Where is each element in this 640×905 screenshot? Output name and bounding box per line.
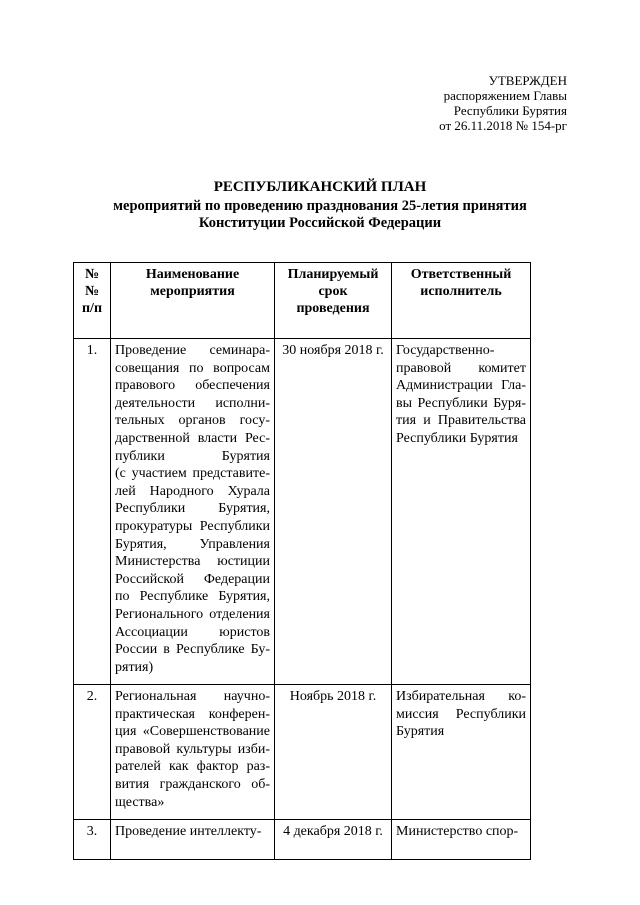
header-num bbox=[74, 263, 111, 339]
event-name-line: деятельности исполни- bbox=[115, 395, 270, 411]
event-name bbox=[111, 820, 275, 860]
header-text: срок bbox=[318, 284, 348, 299]
event-name-line: Регионального отделения bbox=[115, 606, 270, 622]
responsible-executor bbox=[392, 685, 531, 820]
event-name-line: Проведение семинара- bbox=[115, 343, 270, 358]
event-name-line: совещания по вопросам bbox=[115, 360, 270, 376]
table-header-row bbox=[74, 263, 531, 339]
event-name-line: рятия) bbox=[115, 659, 154, 675]
event-name-line: тельных органов госу- bbox=[115, 413, 270, 429]
event-name-line: щества» bbox=[115, 794, 165, 810]
table-row bbox=[74, 820, 531, 860]
header-exec bbox=[392, 263, 531, 339]
header-date bbox=[275, 263, 392, 339]
table-body bbox=[74, 339, 531, 860]
event-name-line: Региональная научно- bbox=[115, 689, 270, 704]
header-text: п/п bbox=[81, 301, 103, 316]
executor-line: Республики Бурятия bbox=[396, 430, 518, 446]
event-name-line: практическая конферен- bbox=[115, 706, 270, 722]
event-name-line: правовой культуры изби- bbox=[115, 741, 270, 757]
responsible-executor bbox=[392, 820, 531, 860]
event-name-line: Проведение интеллекту- bbox=[115, 824, 262, 839]
event-name-line: дарственной власти Рес- bbox=[115, 430, 270, 446]
approval-line: от 26.11.2018 № 154-рг bbox=[439, 118, 567, 133]
row-number: 3. bbox=[74, 820, 111, 860]
event-name bbox=[111, 685, 275, 820]
event-name-line: Министерства юстиции bbox=[115, 554, 270, 570]
header-text: Планируемый bbox=[287, 267, 379, 282]
event-name-line: Бурятия, Управления bbox=[115, 536, 270, 552]
header-text: мероприятия bbox=[150, 284, 235, 299]
executor-line: Министерство спор- bbox=[396, 824, 519, 839]
event-date: 30 ноября 2018 г. bbox=[275, 339, 392, 685]
table-row bbox=[74, 339, 531, 685]
event-date: 4 декабря 2018 г. bbox=[275, 820, 392, 860]
executor-line: Избирательная ко- bbox=[396, 689, 526, 704]
event-name-line: (с участием представите- bbox=[115, 466, 270, 482]
approval-line: Республики Бурятия bbox=[453, 103, 567, 118]
header-text: Наименование bbox=[145, 267, 240, 282]
event-name-line: Республики Бурятия, bbox=[115, 501, 270, 517]
table-row bbox=[74, 685, 531, 820]
plan-table bbox=[73, 262, 531, 860]
header-name bbox=[111, 263, 275, 339]
executor-line: миссия Республики bbox=[396, 706, 526, 722]
event-name-line: Ассоциации юристов bbox=[115, 624, 270, 640]
event-name-line: России в Республике Бу- bbox=[115, 642, 270, 658]
header-text: Ответственный bbox=[410, 267, 512, 282]
header-text: исполнитель bbox=[420, 284, 502, 299]
responsible-executor bbox=[392, 339, 531, 685]
approval-stamp bbox=[439, 73, 567, 133]
event-name-line: публики Бурятия bbox=[115, 448, 270, 464]
title-main: РЕСПУБЛИКАНСКИЙ ПЛАН bbox=[213, 179, 427, 195]
executor-line: Государственно- bbox=[396, 343, 495, 358]
event-date: Ноябрь 2018 г. bbox=[275, 685, 392, 820]
executor-line: Бурятия bbox=[396, 724, 445, 740]
event-name-line: прокуратуры Республики bbox=[115, 518, 270, 534]
event-name-line: вития гражданского об- bbox=[115, 776, 270, 792]
header-text: проведения bbox=[296, 301, 370, 316]
event-name-line: правового обеспечения bbox=[115, 378, 270, 394]
row-number: 2. bbox=[74, 685, 111, 820]
document-title bbox=[0, 179, 640, 232]
event-name-line: рателей как фактор раз- bbox=[115, 759, 270, 775]
event-name-line: лей Народного Хурала bbox=[115, 483, 270, 499]
event-name bbox=[111, 339, 275, 685]
approval-line: распоряжением Главы bbox=[443, 88, 567, 103]
title-subtitle: Конституции Российской Федерации bbox=[198, 215, 442, 231]
event-name-line: по Республике Бурятия, bbox=[115, 589, 270, 605]
executor-line: правовой комитет bbox=[396, 360, 526, 376]
header-text: №№ bbox=[84, 267, 100, 299]
executor-line: тия и Правительства bbox=[396, 413, 526, 429]
approval-line: УТВЕРЖДЕН bbox=[488, 73, 567, 88]
event-name-line: ция «Совершенствование bbox=[115, 724, 270, 740]
row-number: 1. bbox=[74, 339, 111, 685]
event-name-line: Российской Федерации bbox=[115, 571, 270, 587]
title-subtitle: мероприятий по проведению празднования 25-летия принятия bbox=[113, 198, 527, 214]
executor-line: Администрации Гла- bbox=[396, 378, 526, 394]
executor-line: вы Республики Буря- bbox=[396, 395, 526, 411]
